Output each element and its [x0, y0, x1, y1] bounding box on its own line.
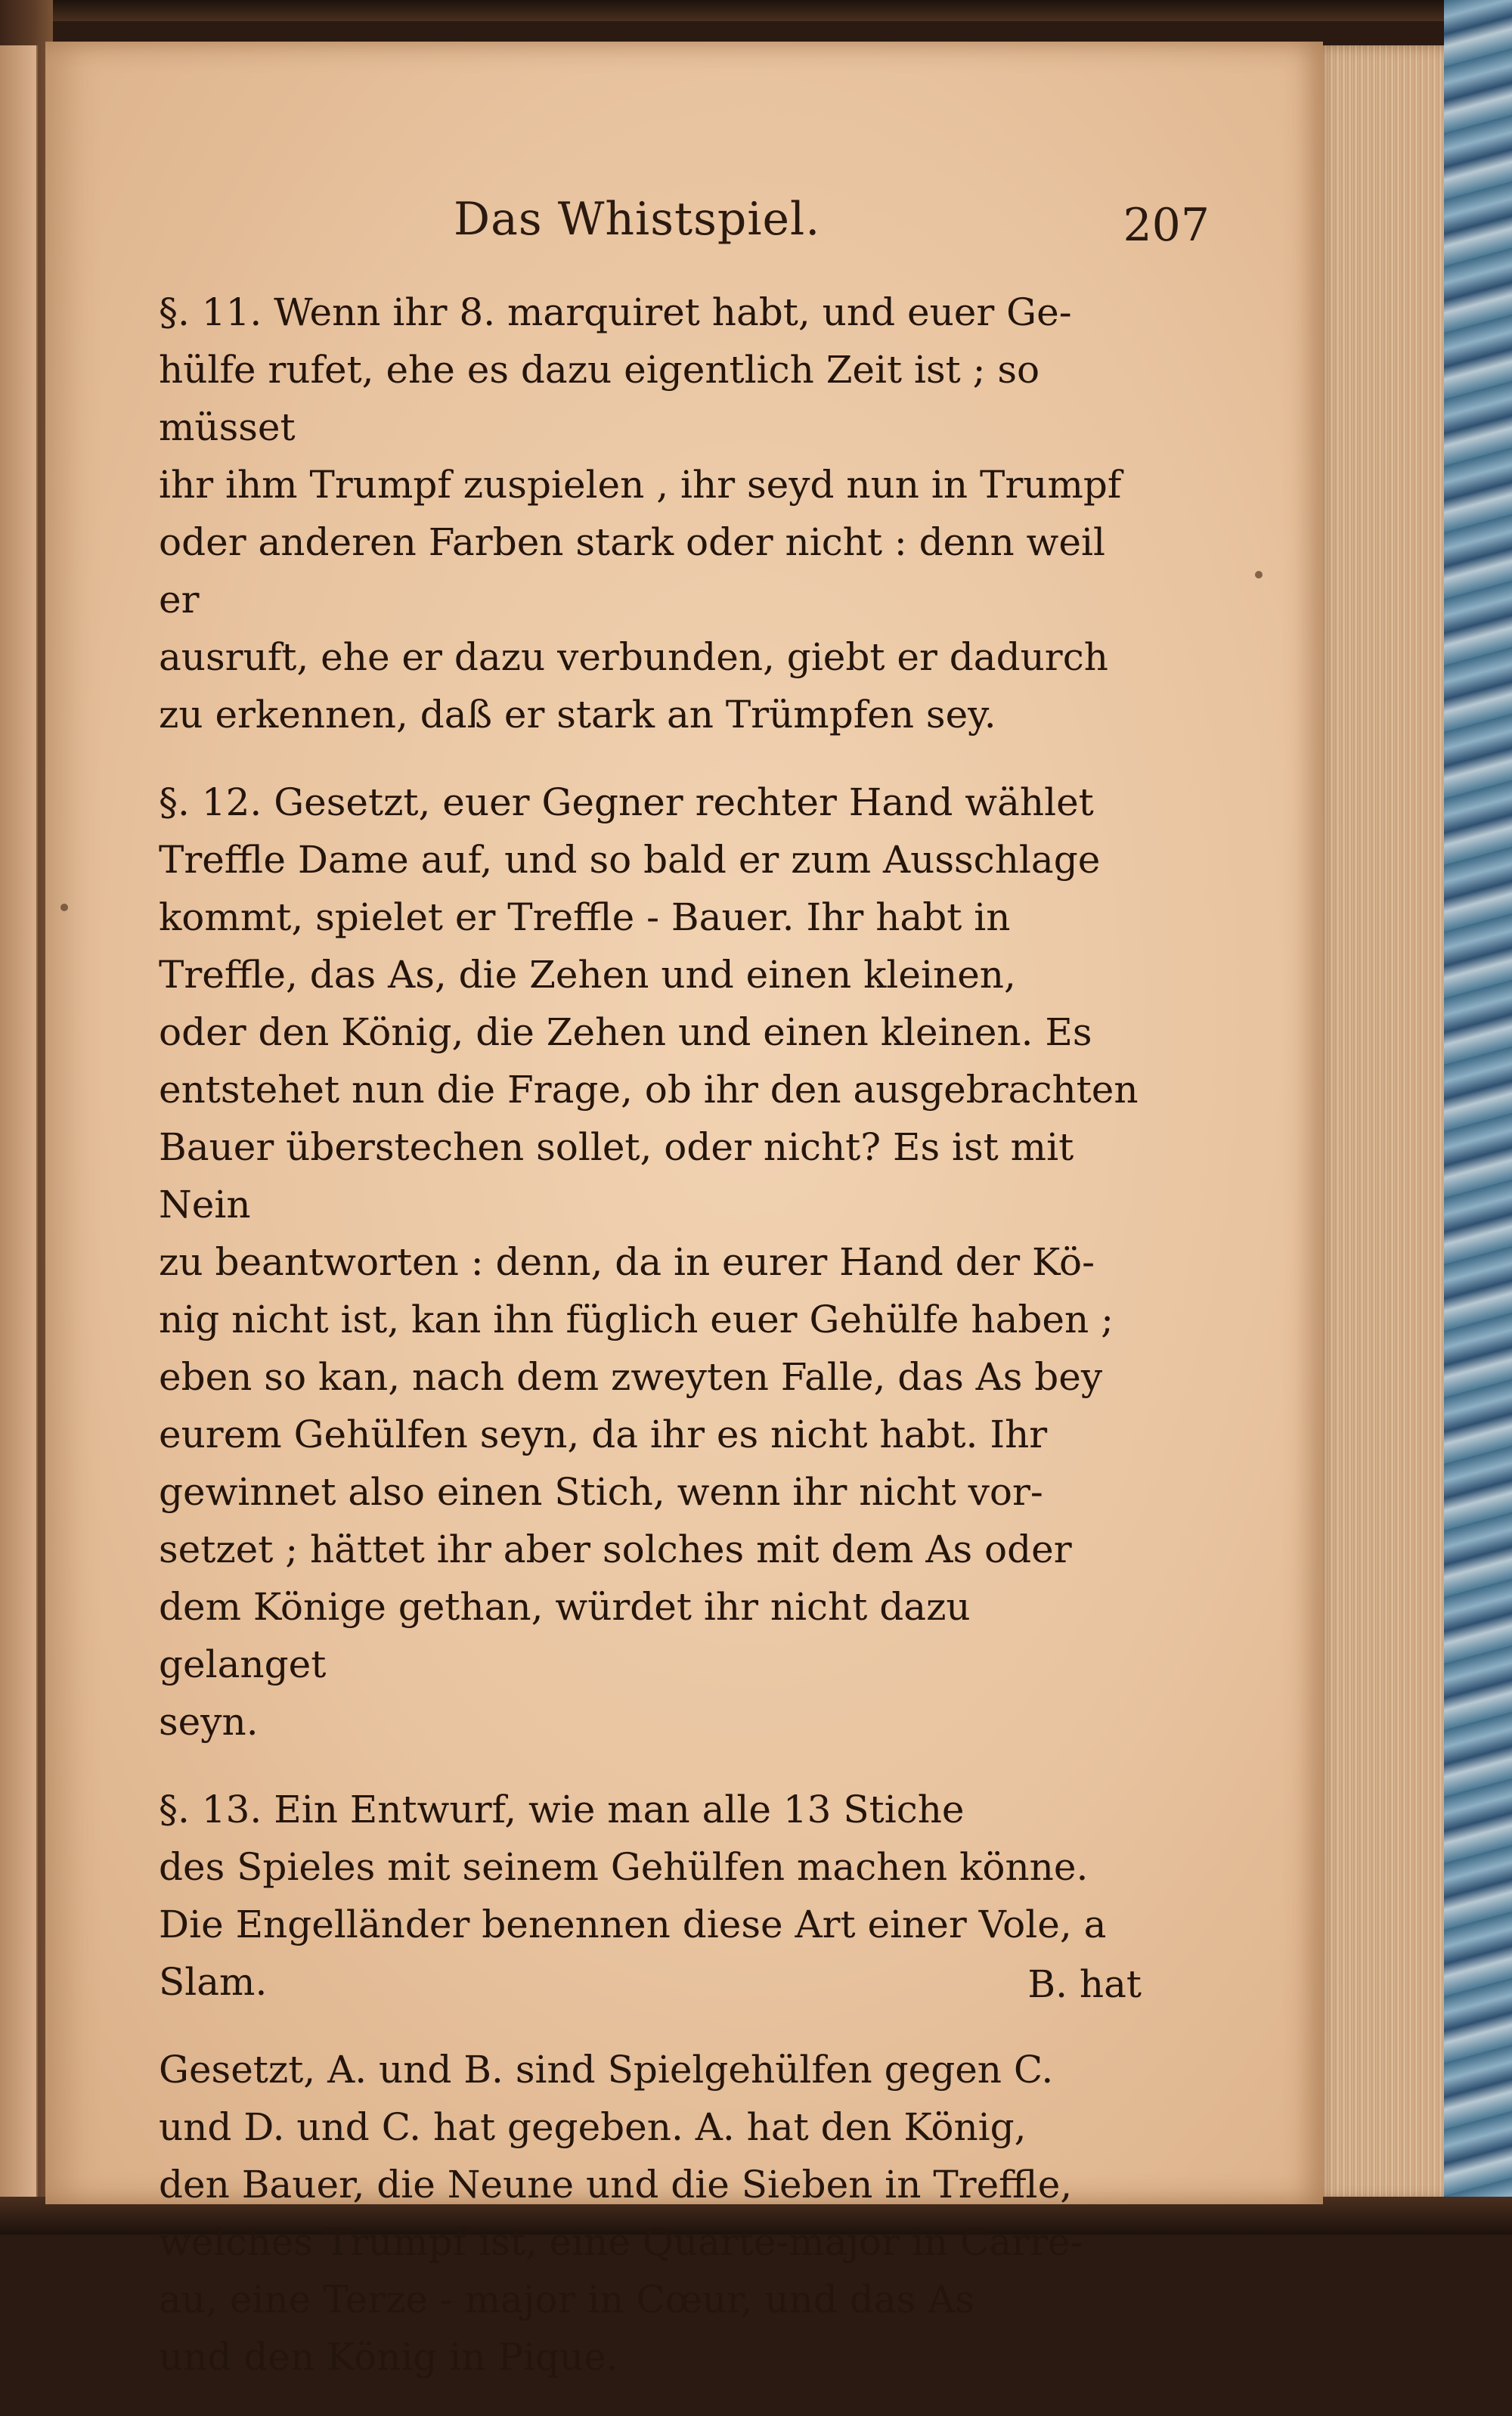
book-cover-top — [0, 0, 1512, 21]
previous-page-edge — [0, 45, 38, 2208]
paragraph-section-11: §. 11. Wenn ihr 8. marquiret habt, und euer Ge- hülfe rufet, ehe es dazu eigentlich Zeit ist ; so müsset ihr ihm Trumpf zuspielen , ihr seyd nun in Trumpf oder anderen Farben stark oder nicht : denn weil er ausruft, ehe er dazu verbunden, giebt er dadurch zu erkennen, daß er stark an Trümpfen sey. — [159, 290, 1122, 737]
page-stack-edge — [1315, 45, 1452, 2200]
paragraph-section-13: §. 13. Ein Entwurf, wie man alle 13 Stiche des Spieles mit seinem Gehülfen machen könne. Die Engelländer benennen diese Art einer Vole, a Slam. — [159, 1788, 1107, 2004]
page-number: 207 — [1123, 199, 1210, 252]
book-page — [45, 42, 1323, 2379]
paper-speck — [60, 904, 68, 911]
running-title: Das Whistspiel. — [454, 193, 821, 246]
marbled-cover-edge — [1444, 0, 1512, 2235]
body-text — [159, 284, 1142, 2416]
running-head — [454, 193, 1210, 261]
catchword: B. hat — [1027, 1962, 1142, 2006]
paper-speck — [1255, 571, 1263, 578]
paragraph-section-12: §. 12. Gesetzt, euer Gegner rechter Hand wählet Treffle Dame auf, und so bald er zum Ausschlage kommt, spielet er Treffle - Bauer. Ihr habt in Treffle, das As, die Zehen und einen kleinen, oder den König, die Zehen und einen kleinen. Es entstehet nun die Frage, ob ihr den ausgebrachten Bauer überstechen sollet, oder nicht? Es ist mit Nein zu beantworten : denn, da in eurer Hand der Kö- nig nicht ist, kan ihn füglich euer Gehülfe haben ; eben so kan, nach dem zweyten Falle, das As bey eurem Gehülfen seyn, da ihr es nicht habt. Ihr gewinnet also einen Stich, wenn ihr nicht vor- setzet ; hättet ihr aber solches mit dem As oder dem Könige gethan, würdet ihr nicht dazu gelanget seyn. — [159, 780, 1139, 1744]
paragraph-example: Gesetzt, A. und B. sind Spielgehülfen gegen C. und D. und C. hat gegeben. A. hat den König, den Bauer, die Neune und die Sieben in Treffle, welches Trumpf ist, eine Quarte-major in Carre- au, eine Terze - major in Cœur, und das As und den König in Pique. — [159, 2048, 1083, 2379]
